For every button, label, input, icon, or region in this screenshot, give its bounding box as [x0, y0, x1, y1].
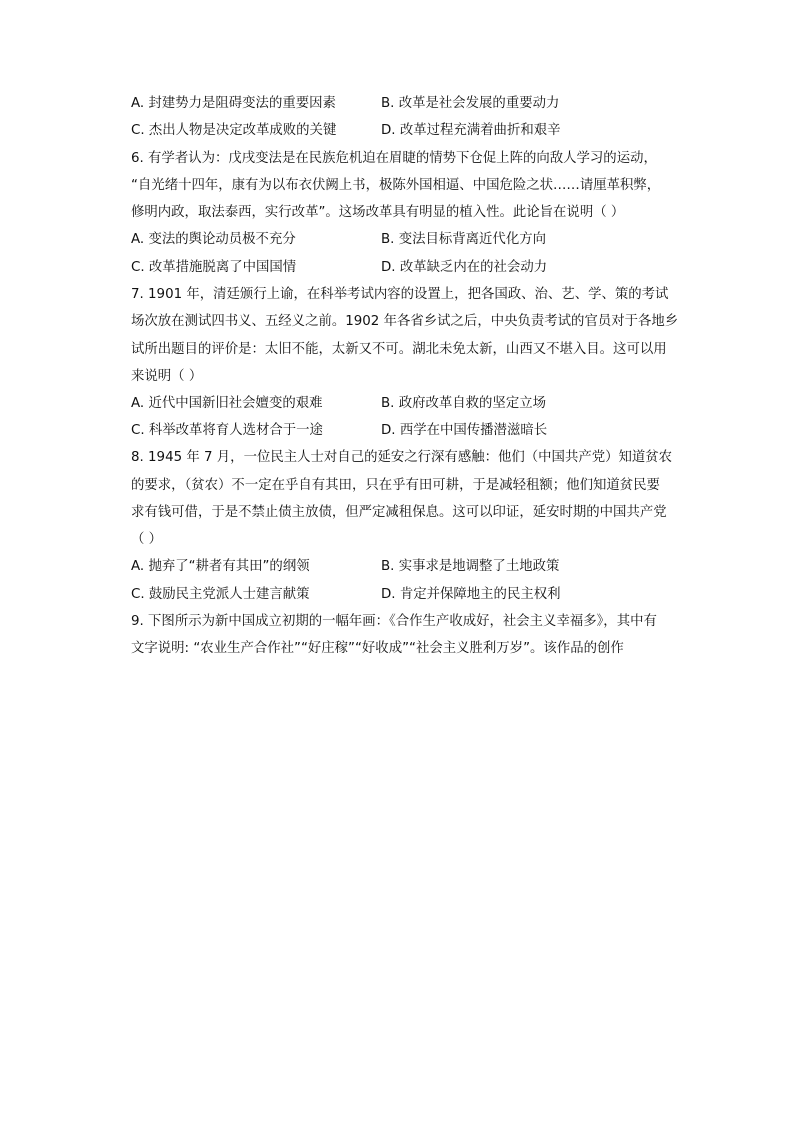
q7-stem-line-1: 7. 1901 年，清廷颁行上谕，在科举考试内容的设置上，把各国政、治、艺、学、策的考试	[131, 287, 669, 302]
q6-stem-line-3: 修明内政，取法泰西，实行改革”。这场改革具有明显的植入性。此论旨在说明（ ）	[131, 205, 625, 220]
q5-option-d[interactable]: D. 改革过程充满着曲折和艰辛	[381, 123, 561, 138]
q7-option-d[interactable]: D. 西学在中国传播潜滋暗长	[381, 423, 548, 438]
q8-stem-line-2: 的要求，（贫农）不一定在乎自有其田，只在乎有田可耕，于是减轻租额；他们知道贫民要	[131, 478, 660, 493]
q8-option-b[interactable]: B. 实事求是地调整了土地政策	[381, 559, 560, 574]
q8-option-d[interactable]: D. 肯定并保障地主的民主权利	[381, 587, 561, 602]
q8-stem-line-3: 求有钱可借，于是不禁止债主放债，但严定减租保息。这可以印证，延安时期的中国共产党	[131, 505, 667, 520]
q7-stem-line-4: 来说明（ ）	[131, 369, 203, 384]
q8-option-a[interactable]: A. 抛弃了“耕者有其田”的纲领	[131, 559, 310, 574]
q7-option-c[interactable]: C. 科举改革将育人选材合于一途	[131, 423, 323, 438]
q6-option-d[interactable]: D. 改革缺乏内在的社会动力	[381, 260, 548, 275]
q6-option-a[interactable]: A. 变法的舆论动员极不充分	[131, 232, 296, 247]
q7-stem-line-3: 试所出题目的评价是：太旧不能，太新又不可。湖北未免太新，山西又不堪入目。这可以用	[131, 342, 667, 357]
q7-stem-line-2: 场次放在测试四书义、五经义之前。1902 年各省乡试之后，中央负责考试的官员对于各地乡	[131, 314, 679, 329]
q7-option-a[interactable]: A. 近代中国新旧社会嬗变的艰难	[131, 396, 323, 411]
q9-stem-line-1: 9. 下图所示为新中国成立初期的一幅年画：《合作生产收成好，社会主义幸福多》，其中有	[131, 614, 657, 629]
q6-option-b[interactable]: B. 变法目标背离近代化方向	[381, 232, 546, 247]
q8-stem-line-1: 8. 1945 年 7 月，一位民主人士对自己的延安之行深有感触：他们（中国共产党）知道贫农	[131, 450, 673, 465]
q6-stem-line-1: 6. 有学者认为：戊戌变法是在民族危机迫在眉睫的情势下仓促上阵的向敌人学习的运动，	[131, 151, 657, 166]
q5-option-a[interactable]: A. 封建势力是阻碍变法的重要因素	[131, 96, 336, 111]
q5-option-c[interactable]: C. 杰出人物是决定改革成败的关键	[131, 123, 337, 138]
q8-option-c[interactable]: C. 鼓励民主党派人士建言献策	[131, 587, 310, 602]
q7-option-b[interactable]: B. 政府改革自救的坚定立场	[381, 396, 546, 411]
q6-stem-line-2: “自光绪十四年，康有为以布衣伏阙上书，极陈外国相逼、中国危险之状……请厘革积弊，	[131, 178, 661, 193]
q8-stem-line-4: （ ）	[131, 532, 163, 547]
q9-stem-line-2: 文字说明: “农业生产合作社”“好庄稼”“好收成”“社会主义胜利万岁”。该作品的创作	[131, 641, 624, 656]
q6-option-c[interactable]: C. 改革措施脱离了中国国情	[131, 260, 297, 275]
q5-option-b[interactable]: B. 改革是社会发展的重要动力	[381, 96, 560, 111]
